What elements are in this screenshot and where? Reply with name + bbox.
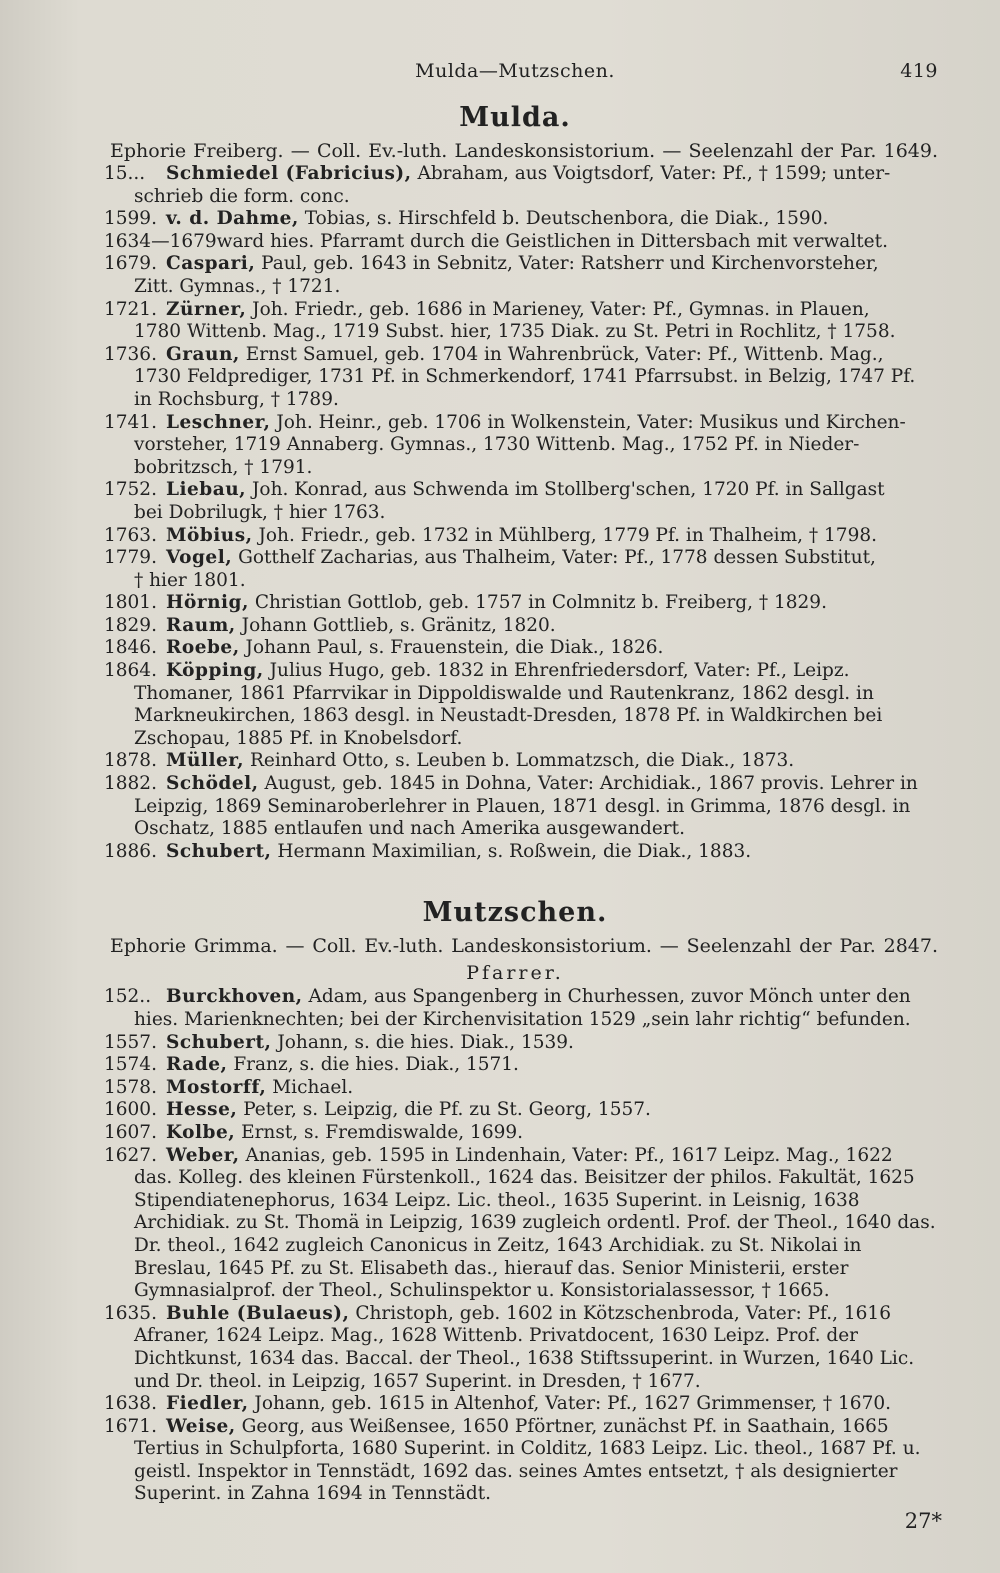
entry-year: 152.. [104,986,152,1008]
entry-name: Roebe, [166,637,240,659]
entry-name: Köpping, [166,660,264,682]
entry-year: 1600. [104,1099,157,1121]
entry-text: Hermann Maximilian, s. Roßwein, die Diak., 1883. [277,840,752,862]
entry-text: Johann, geb. 1615 in Altenhof, Vater: Pf., 1627 Grimmenser, † 1670. [254,1393,892,1415]
entry-text: Adam, aus Spangenberg in Churhessen, zuvor Mönch unter den [308,986,911,1008]
list-item [92,231,938,254]
list-item [92,592,938,615]
entry-name: Liebau, [166,479,247,501]
entry-text: Christian Gottlob, geb. 1757 in Colmnitz b. Freiberg, † 1829. [254,592,827,614]
entry-continuation: das. Kolleg. des kleinen Fürstenkoll., 1624 das. Beisitzer der philos. Fakultät, 1625 Stipendiatenephorus, 1634 Leipz. Lic. theol., 1635 Superint. in Leisnig, 1638 Archidiak. zu St. Thomä in Leipzig, 1639 zugleich ordentl. Prof. der Theol., 1640 das. Dr. theol., 1642 zugleich Canonicus in Zeitz, 1643 Archidiak. zu St. Nikolai in Breslau, 1645 Pf. zu St. Elisabeth das., hierauf das. Senior Ministerii, erster Gymnasialprof. der Theol., Schulinspektor u. Konsistorialassessor, † 1665. [134,1167,936,1302]
entry-list-mutzschen [92,986,938,1506]
entry-continuation: schrieb die form. conc. [134,185,350,207]
entry-list-mulda [92,163,938,863]
entry-text: Tobias, s. Hirschfeld b. Deutschenbora, die Diak., 1590. [304,208,829,230]
entry-year: 1886. [104,840,157,862]
list-item [92,253,938,298]
entry-name: Graun, [166,343,240,365]
list-item [92,773,938,841]
entry-text: August, geb. 1845 in Dohna, Vater: Archidiak., 1867 provis. Lehrer in [264,773,918,795]
entry-name: Caspari, [166,253,256,275]
entry-year: 1627. [104,1144,157,1166]
entry-continuation: 1780 Wittenb. Mag., 1719 Subst. hier, 1735 Diak. zu St. Petri in Rochlitz, † 1758. [134,321,896,343]
section-title-mutzschen: Mutzschen. [422,897,608,929]
list-item [92,547,938,592]
entry-name: Müller, [166,750,245,772]
entry-name: Schödel, [166,773,259,795]
entry-continuation: Zitt. Gymnas., † 1721. [134,275,341,297]
entry-year: 1635. [104,1302,157,1324]
entry-text: Ernst Samuel, geb. 1704 in Wahrenbrück, Vater: Pf., Wittenb. Mag., [245,343,884,365]
page-number: 419 [900,60,938,82]
running-title: Mulda—Mutzschen. [415,60,615,82]
entry-text: Ananias, geb. 1595 in Lindenhain, Vater: Pf., 1617 Leipz. Mag., 1622 [245,1144,893,1166]
entry-continuation: bei Dobrilugk, † hier 1763. [134,501,386,523]
entry-year: 1574. [104,1054,157,1076]
list-item [92,1393,938,1416]
entry-text: ward hies. Pfarramt durch die Geistlichen in Dittersbach mit verwaltet. [216,230,888,252]
entry-name: Schubert, [166,1031,272,1053]
entry-name: Zürner, [166,298,247,320]
list-item [92,615,938,638]
entry-text: Paul, geb. 1643 in Sebnitz, Vater: Ratsherr und Kirchenvorsteher, [261,253,879,275]
entry-text: Julius Hugo, geb. 1832 in Ehrenfriedersdorf, Vater: Pf., Leipz. [269,660,850,682]
entry-text: Johann, s. die hies. Diak., 1539. [277,1031,574,1053]
entry-year: 15... [104,163,146,184]
section-title-mulda: Mulda. [459,102,571,133]
entry-name: Rade, [166,1054,228,1076]
entry-continuation: Afraner, 1624 Leipz. Mag., 1628 Wittenb. Privatdocent, 1630 Leipz. Prof. der Dichtkunst, 1634 das. Baccal. der Theol., 1638 Stiftssuperint. in Wurzen, 1640 Lic. und Dr. theol. in Leipzig, 1657 Superint. in Dresden, † 1677. [134,1325,915,1392]
list-item [92,750,938,773]
entry-year: 1634—1679 [104,230,217,252]
list-item [92,841,938,864]
entry-year: 1763. [104,524,157,546]
list-item [92,1032,938,1055]
entry-year: 1741. [104,411,157,433]
entry-continuation: 1730 Feldprediger, 1731 Pf. in Schmerkendorf, 1741 Pfarrsubst. in Belzig, 1747 Pf. in Rochsburg, † 1789. [134,366,916,410]
entry-year: 1578. [104,1076,157,1098]
entry-name: Buhle (Bulaeus), [166,1302,350,1324]
list-item [92,412,938,480]
list-item [92,637,938,660]
entry-text: Georg, aus Weißensee, 1650 Pförtner, zunächst Pf. in Saathain, 1665 [241,1415,889,1437]
list-item [92,479,938,524]
entry-year: 1721. [104,298,157,320]
entry-year: 1671. [104,1415,157,1437]
entry-text: Peter, s. Leipzig, die Pf. zu St. Georg, 1557. [243,1099,651,1121]
entry-year: 1864. [104,660,157,682]
entry-continuation: Leipzig, 1869 Seminaroberlehrer in Plauen, 1871 desgl. in Grimma, 1876 desgl. in Oschatz, 1885 entlaufen und nach Amerika ausgewandert. [134,795,911,840]
entry-year: 1882. [104,773,157,795]
entry-name: Weber, [166,1144,240,1166]
entry-text: Johann Gottlieb, s. Gränitz, 1820. [241,614,556,636]
entry-name: Möbius, [166,524,253,546]
list-item [92,208,938,231]
entry-year: 1607. [104,1121,157,1143]
entry-text: Christoph, geb. 1602 in Kötzschenbroda, Vater: Pf., 1616 [355,1302,891,1324]
entry-continuation: hies. Marienknechten; bei der Kirchenvisitation 1529 „sein lahr richtig“ befunden. [134,1009,911,1030]
entry-name: Weise, [166,1415,236,1437]
entry-name: Hesse, [166,1099,238,1121]
entry-text: Gotthelf Zacharias, aus Thalheim, Vater: Pf., 1778 dessen Substitut, [238,547,876,569]
entry-year: 1638. [104,1393,157,1415]
entry-name: Vogel, [166,547,233,569]
entry-name: Mostorff, [166,1076,267,1098]
list-item [92,1122,938,1145]
entry-year: 1557. [104,1031,157,1053]
entry-continuation: Thomaner, 1861 Pfarrvikar in Dippoldiswalde und Rautenkranz, 1862 desgl. in Markneukirchen, 1863 desgl. in Neustadt-Dresden, 1878 Pf. in Waldkirchen bei Zschopau, 1885 Pf. in Knobelsdorf. [134,682,883,749]
entry-text: Joh. Friedr., geb. 1732 in Mühlberg, 1779 Pf. in Thalheim, † 1798. [258,524,877,546]
entry-text: Joh. Konrad, aus Schwenda im Stollberg'schen, 1720 Pf. in Sallgast [252,479,885,501]
entry-year: 1736. [104,343,157,365]
list-item [92,163,938,208]
list-item [92,299,938,344]
entry-name: Schmiedel (Fabricius), [166,163,412,184]
entry-year: 1752. [104,479,157,501]
entry-text: Michael. [272,1076,354,1098]
entry-name: Schubert, [166,840,272,862]
sub-heading-pfarrer: Pfarrer. [466,962,564,985]
entry-name: Fiedler, [166,1393,249,1415]
section-meta-mulda: Ephorie Freiberg. — Coll. Ev.-luth. Landeskonsistorium. — Seelenzahl der Par. 1649. [110,140,938,162]
list-item [92,1077,938,1100]
entry-continuation: † hier 1801. [134,569,246,591]
list-item [92,660,938,750]
list-item [92,1416,938,1506]
entry-name: Hörnig, [166,592,249,614]
list-item [92,525,938,548]
entry-text: Reinhard Otto, s. Leuben b. Lommatzsch, die Diak., 1873. [250,750,795,772]
entry-text: Johann Paul, s. Frauenstein, die Diak., 1826. [245,637,664,659]
entry-name: Burckhoven, [166,986,303,1008]
entry-name: Kolbe, [166,1121,236,1143]
entry-name: v. d. Dahme, [166,208,299,230]
entry-text: Joh. Friedr., geb. 1686 in Marieney, Vater: Pf., Gymnas. in Plauen, [252,298,870,320]
entry-name: Leschner, [166,411,271,433]
entry-text: Ernst, s. Fremdiswalde, 1699. [241,1121,524,1143]
section-meta-mutzschen: Ephorie Grimma. — Coll. Ev.-luth. Landeskonsistorium. — Seelenzahl der Par. 2847. [110,935,938,958]
entry-continuation: Tertius in Schulpforta, 1680 Superint. in Colditz, 1683 Leipz. Lic. theol., 1687 Pf. u. geistl. Inspektor in Tennstädt, 1692 das. seines Amtes entsetzt, † als designierter Superint. in Zahna 1694 in Tennstädt. [134,1438,921,1505]
entry-year: 1779. [104,547,157,569]
list-item [92,986,938,1031]
entry-year: 1846. [104,637,157,659]
entry-text: Franz, s. die hies. Diak., 1571. [233,1054,519,1076]
list-item [92,1054,938,1077]
entry-year: 1679. [104,253,157,275]
entry-year: 1829. [104,614,157,636]
entry-continuation: vorsteher, 1719 Annaberg. Gymnas., 1730 Wittenb. Mag., 1752 Pf. in Nieder-bobritzsch, † 1791. [134,434,860,478]
entry-name: Raum, [166,614,236,636]
list-item [92,1145,938,1303]
signature-mark: 27* [904,1509,942,1533]
entry-text: Abraham, aus Voigtsdorf, Vater: Pf., † 1599; unter- [417,163,891,184]
list-item [92,1303,938,1393]
entry-text: Joh. Heinr., geb. 1706 in Wolkenstein, Vater: Musikus und Kirchen- [276,411,906,433]
list-item [92,1099,938,1122]
entry-year: 1801. [104,592,157,614]
entry-year: 1878. [104,750,157,772]
entry-year: 1599. [104,208,157,230]
list-item [92,344,938,412]
running-head [92,60,938,94]
